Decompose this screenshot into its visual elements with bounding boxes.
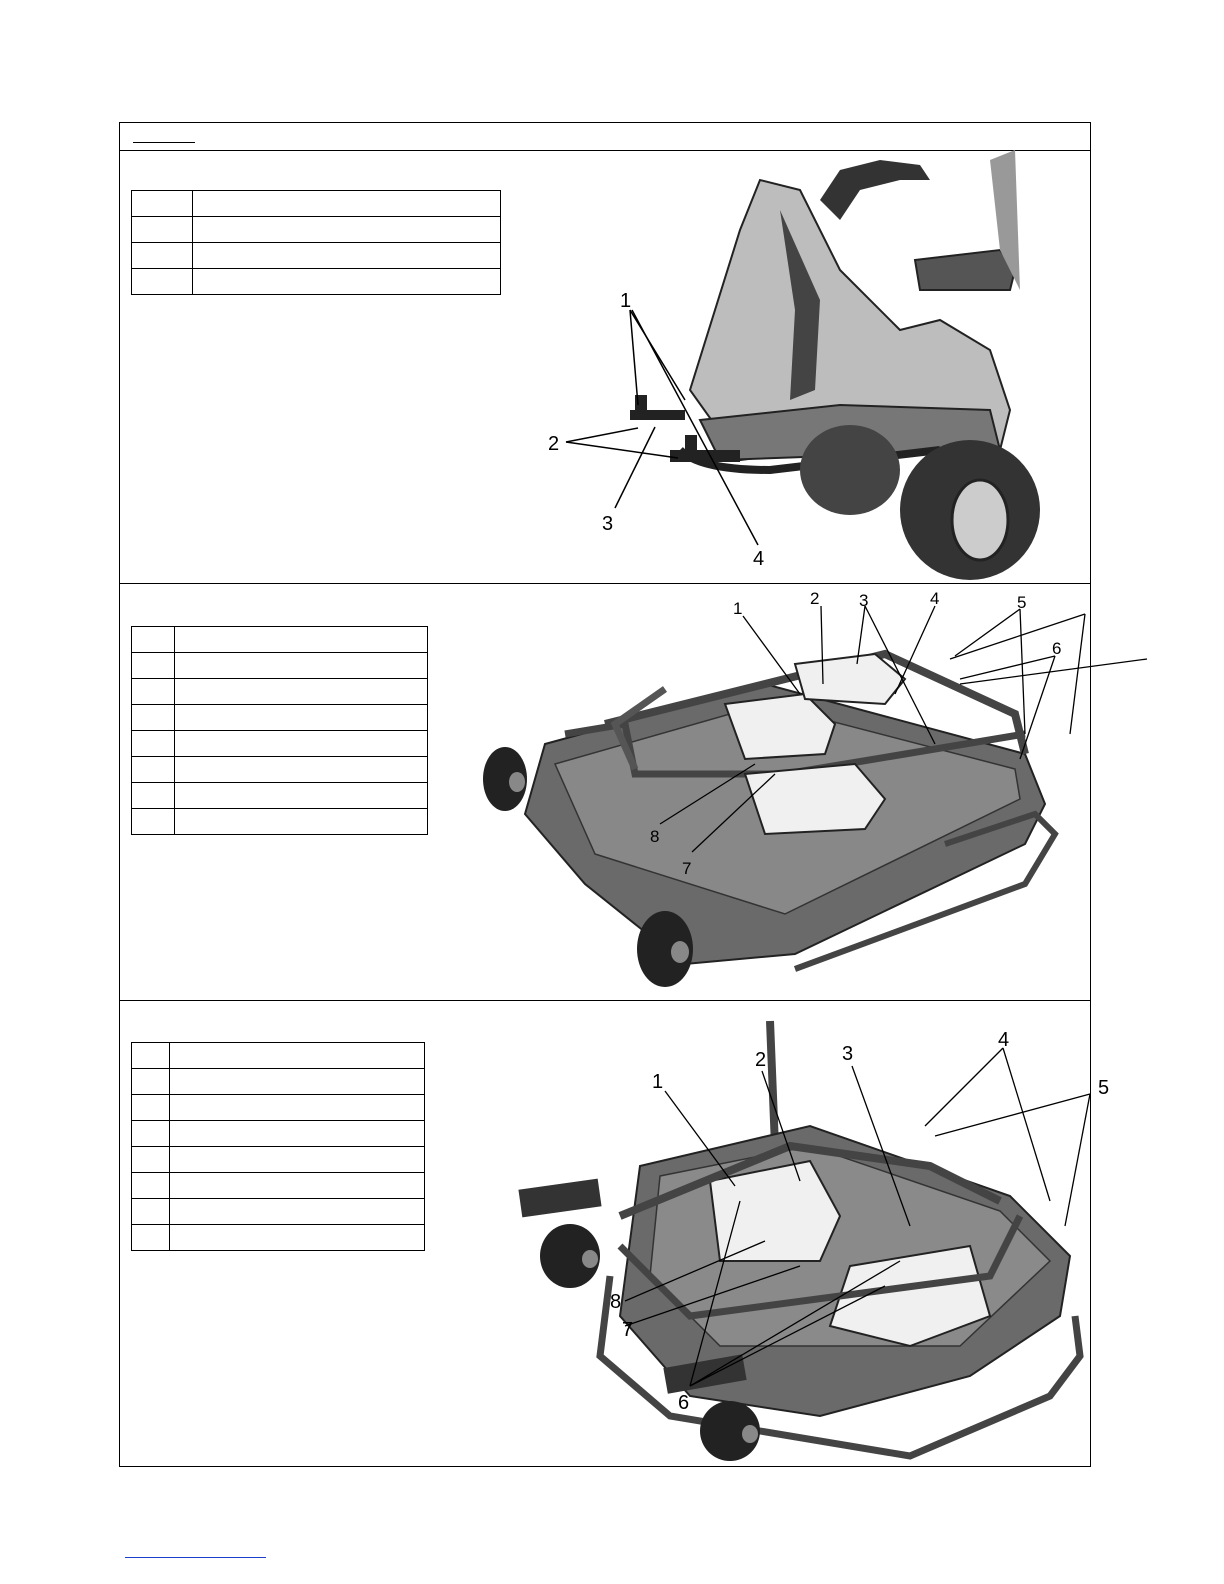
legend-row (132, 731, 428, 757)
callout-2: 2 (548, 433, 560, 455)
legend-number-cell (132, 243, 193, 269)
legend-description-cell (175, 653, 428, 679)
header-row (120, 123, 1090, 151)
callout-4: 4 (753, 548, 765, 570)
legend-description-cell (170, 1121, 425, 1147)
legend-description-cell (170, 1069, 425, 1095)
legend-number-cell (132, 1121, 170, 1147)
legend-number-cell (132, 1225, 170, 1251)
legend-number-cell (132, 705, 175, 731)
callout-1: 1 (733, 599, 743, 618)
legend-number-cell (132, 1095, 170, 1121)
legend-description-cell (175, 731, 428, 757)
callout-6: 6 (1052, 639, 1062, 658)
legend-description-cell (170, 1225, 425, 1251)
legend-row (132, 1147, 425, 1173)
legend-number-cell (132, 191, 193, 217)
legend-number-cell (132, 269, 193, 295)
legend-row (132, 705, 428, 731)
legend-description-cell (175, 757, 428, 783)
legend-description-cell (175, 705, 428, 731)
legend-number-cell (132, 1069, 170, 1095)
section-tractor-hitch (120, 150, 1090, 584)
callout-8: 8 (610, 1291, 622, 1313)
legend-description-cell (175, 783, 428, 809)
callout-8: 8 (650, 827, 660, 846)
legend-row (132, 191, 501, 217)
legend-row (132, 627, 428, 653)
legend-description-cell (170, 1147, 425, 1173)
legend-row (132, 1199, 425, 1225)
legend-description-cell (170, 1095, 425, 1121)
legend-table-3 (131, 1042, 425, 1251)
legend-description-cell (193, 243, 501, 269)
legend-number-cell (132, 679, 175, 705)
legend-row (132, 243, 501, 269)
callout-4: 4 (998, 1029, 1010, 1051)
legend-description-cell (193, 269, 501, 295)
callout-5: 5 (1017, 593, 1027, 612)
legend-description-cell (170, 1043, 425, 1069)
legend-row (132, 1225, 425, 1251)
legend-row (132, 653, 428, 679)
legend-number-cell (132, 1147, 170, 1173)
legend-row (132, 1069, 425, 1095)
footer-link-underline (125, 1557, 266, 1558)
legend-number-cell (132, 627, 175, 653)
callout-2: 2 (810, 589, 820, 608)
callout-3: 3 (602, 513, 614, 535)
callout-1: 1 (652, 1071, 664, 1093)
section-mower-deck-b (120, 1001, 1110, 1466)
legend-row (132, 1043, 425, 1069)
legend-description-cell (175, 679, 428, 705)
legend-description-cell (175, 627, 428, 653)
callout-3: 3 (859, 591, 869, 610)
legend-row (132, 1095, 425, 1121)
legend-row (132, 217, 501, 243)
legend-description-cell (170, 1173, 425, 1199)
legend-row (132, 269, 501, 295)
mower-deck-photo-a (465, 584, 1085, 1000)
legend-number-cell (132, 783, 175, 809)
callout-4: 4 (930, 589, 940, 608)
legend-number-cell (132, 1199, 170, 1225)
header-underline (133, 142, 195, 143)
callout-7: 7 (682, 859, 692, 878)
callout-5: 5 (1098, 1077, 1110, 1099)
legend-number-cell (132, 653, 175, 679)
legend-number-cell (132, 217, 193, 243)
legend-table-2 (131, 626, 428, 835)
callout-2: 2 (755, 1049, 767, 1071)
mower-deck-photo-b (490, 1016, 1110, 1461)
callout-3: 3 (842, 1043, 854, 1065)
legend-table-1 (131, 190, 501, 295)
legend-row (132, 757, 428, 783)
page-frame (119, 122, 1110, 1467)
legend-row (132, 783, 428, 809)
legend-number-cell (132, 809, 175, 835)
legend-number-cell (132, 1043, 170, 1069)
legend-number-cell (132, 757, 175, 783)
legend-row (132, 1121, 425, 1147)
legend-description-cell (170, 1199, 425, 1225)
legend-description-cell (175, 809, 428, 835)
callout-7: 7 (622, 1319, 634, 1341)
tractor-front-hitch-photo (520, 150, 1020, 584)
legend-description-cell (193, 217, 501, 243)
callout-1: 1 (620, 290, 632, 312)
legend-description-cell (193, 191, 501, 217)
legend-row (132, 1173, 425, 1199)
callout-6: 6 (678, 1392, 690, 1414)
legend-row (132, 809, 428, 835)
legend-number-cell (132, 731, 175, 757)
legend-number-cell (132, 1173, 170, 1199)
legend-row (132, 679, 428, 705)
section-mower-deck-a (120, 584, 1090, 1001)
